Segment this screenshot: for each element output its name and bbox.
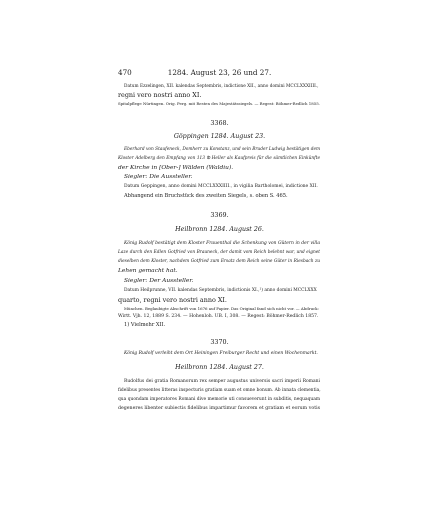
page-header xyxy=(118,68,321,78)
body-line: degeneres libenter subiectis fidelibus impartimur favorem et gratiam et eorum votis xyxy=(118,406,320,411)
datum-line: quarto, regni vero nostri anno XI. xyxy=(118,296,227,304)
footnote: 1) Vielmehr XII. xyxy=(124,322,166,328)
datum-line: Datum Geppingen, anno domini MCCLXXXIIII., in vigilia Bartholomei, indictione XII. xyxy=(124,184,318,189)
place-date: Heilbronn 1284. August 26. xyxy=(175,226,264,233)
summary-line: Eberhard von Staufeneck, Domherr zu Konstanz, und sein Bruder Ludwig bestätigen dem xyxy=(124,147,321,152)
summary-line: dieselben dem Kloster, nachdem Gotfried zum Ersatz dem Reich seine Güter in Riesbach zu xyxy=(118,259,320,264)
summary-line: König Rudolf bestätigt dem Kloster Frauenthal die Schenkung von Gütern in der villa xyxy=(124,241,320,246)
summary-line: Lehen gemacht hat. xyxy=(118,268,178,274)
place-date: Göppingen 1284. August 23. xyxy=(173,133,266,140)
summary-line: Laze durch den Edlen Gotfried von Brauneck, der damit vom Reich belehnt war, und eignet xyxy=(118,250,320,255)
document-number: 3370. xyxy=(210,338,229,346)
sealer-line: Siegler: Der Aussteller. xyxy=(124,278,194,284)
continuation-line: regni vero nostri anno XI. xyxy=(118,91,202,99)
sealer-line: Siegler: Die Aussteller. xyxy=(124,174,193,180)
place-date: Heilbronn 1284. August 27. xyxy=(175,364,264,371)
body-line: qua quondam imperatores Romani dive memorie uti consueverunt in subditis, nequaquam xyxy=(118,397,320,402)
body-line: Rudolfus dei gratia Romanorum rex semper augustus universis sacri imperii Romani xyxy=(124,379,320,384)
body-line: fidelibus presentes litteras inspecturis gratiam suam et omne bonum. Ab innata clementia, xyxy=(118,388,321,393)
running-title: 1284. August 23, 26 und 27. xyxy=(167,68,272,77)
summary-line: König Rudolf verleiht dem Ort Heiningen Freiburger Recht und einen Wochenmarkt. xyxy=(124,351,318,356)
source-note: München. Beglaubigte Abschrift von 1676 auf Papier. Das Original fand sich nicht vor. — Abdruck: xyxy=(124,306,319,311)
datum-line: Datum Heilprunne, VII. kalendas Septembris, indictionis XI.,¹) anno domini MCCLXXX xyxy=(124,288,317,293)
summary-line: Kloster Adelberg den Empfang von 113 ℔ Heller als Kaufpreis für die sämtlichen Einkünfte xyxy=(118,156,320,161)
page-number: 470 xyxy=(118,68,132,77)
source-note: Abhangend ein Bruchstück des zweiten Siegels, s. oben S. 465. xyxy=(124,193,288,199)
source-note: Spitalpflege Nürtingen. Orig. Perg. mit Resten des Majestätssiegels. — Regest: Böhmer-Redlich 1855. xyxy=(118,101,320,106)
document-number: 3368. xyxy=(210,119,229,127)
continuation-line: Datum Ezzelingen, XII. kalendas Septembris, indictione XII., anno domini MCCLXXXIIII., xyxy=(124,84,319,89)
source-note: Wirtt. Vjh. 12, 1889 S. 234. — Hohenloh. UB. I, 308. — Regest: Böhmer-Redlich 1857. xyxy=(118,314,319,319)
document-number: 3369. xyxy=(210,211,229,219)
summary-line: der Kirche in [Ober-] Wälden (Waldiu). xyxy=(118,165,234,171)
